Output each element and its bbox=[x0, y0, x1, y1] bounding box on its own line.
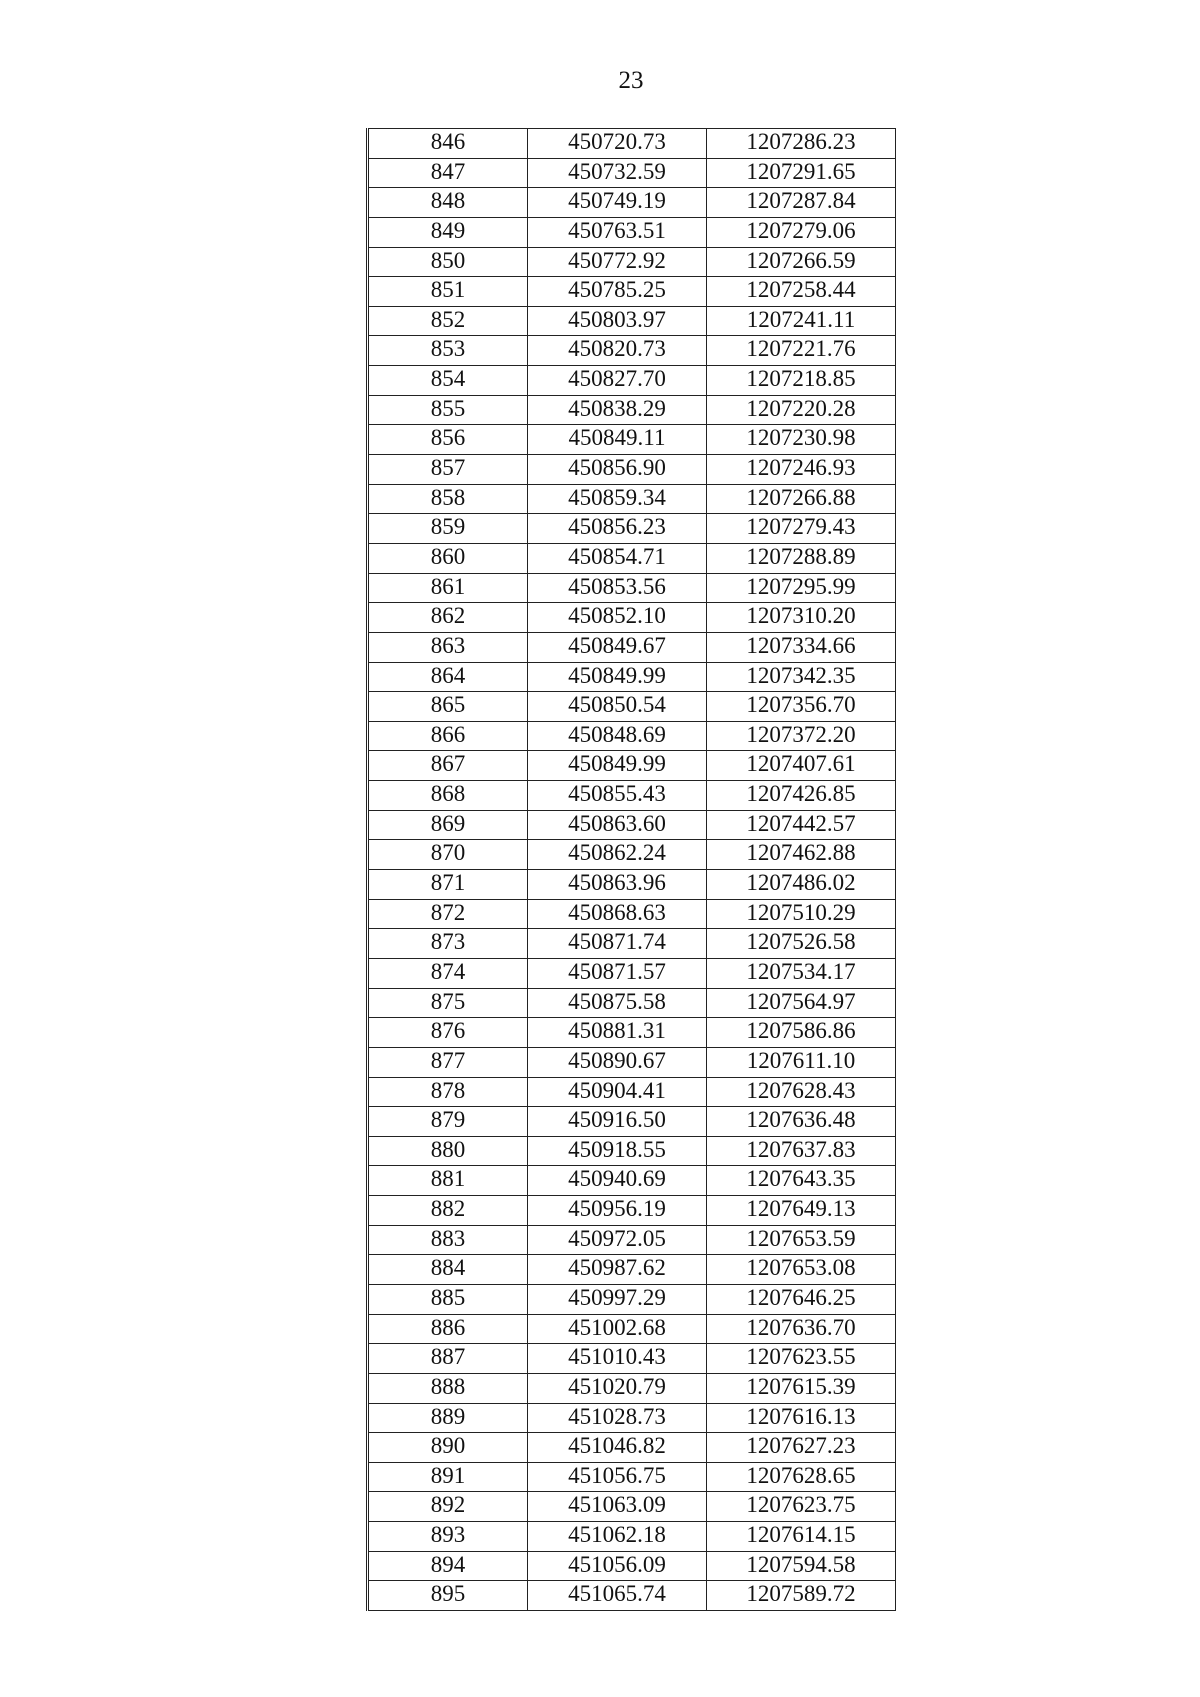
point-number-cell: 850 bbox=[368, 247, 528, 277]
point-number-cell: 892 bbox=[368, 1492, 528, 1522]
point-number-cell: 881 bbox=[368, 1166, 528, 1196]
x-coordinate-cell: 450863.96 bbox=[528, 870, 707, 900]
y-coordinate-cell: 1207291.65 bbox=[707, 158, 896, 188]
table-row bbox=[368, 1047, 896, 1077]
table-row bbox=[368, 988, 896, 1018]
x-coordinate-cell: 450763.51 bbox=[528, 217, 707, 247]
point-number-cell: 895 bbox=[368, 1581, 528, 1611]
y-coordinate-cell: 1207653.59 bbox=[707, 1225, 896, 1255]
x-coordinate-cell: 450871.57 bbox=[528, 958, 707, 988]
y-coordinate-cell: 1207564.97 bbox=[707, 988, 896, 1018]
x-coordinate-cell: 451056.09 bbox=[528, 1551, 707, 1581]
table-row bbox=[368, 247, 896, 277]
table-row bbox=[368, 1196, 896, 1226]
coordinates-table bbox=[366, 128, 896, 1611]
point-number-cell: 851 bbox=[368, 277, 528, 307]
x-coordinate-cell: 450820.73 bbox=[528, 336, 707, 366]
table-row bbox=[368, 395, 896, 425]
point-number-cell: 858 bbox=[368, 484, 528, 514]
x-coordinate-cell: 450720.73 bbox=[528, 129, 707, 159]
table-row bbox=[368, 870, 896, 900]
x-coordinate-cell: 450827.70 bbox=[528, 366, 707, 396]
x-coordinate-cell: 450881.31 bbox=[528, 1018, 707, 1048]
y-coordinate-cell: 1207220.28 bbox=[707, 395, 896, 425]
table-row bbox=[368, 662, 896, 692]
x-coordinate-cell: 450803.97 bbox=[528, 306, 707, 336]
table-row bbox=[368, 692, 896, 722]
x-coordinate-cell: 450854.71 bbox=[528, 543, 707, 573]
point-number-cell: 884 bbox=[368, 1255, 528, 1285]
y-coordinate-cell: 1207295.99 bbox=[707, 573, 896, 603]
point-number-cell: 865 bbox=[368, 692, 528, 722]
point-number-cell: 875 bbox=[368, 988, 528, 1018]
point-number-cell: 890 bbox=[368, 1433, 528, 1463]
table-row bbox=[368, 514, 896, 544]
table-row bbox=[368, 1018, 896, 1048]
point-number-cell: 867 bbox=[368, 751, 528, 781]
x-coordinate-cell: 450849.99 bbox=[528, 751, 707, 781]
table-row bbox=[368, 810, 896, 840]
point-number-cell: 879 bbox=[368, 1107, 528, 1137]
y-coordinate-cell: 1207616.13 bbox=[707, 1403, 896, 1433]
y-coordinate-cell: 1207221.76 bbox=[707, 336, 896, 366]
x-coordinate-cell: 450956.19 bbox=[528, 1196, 707, 1226]
y-coordinate-cell: 1207646.25 bbox=[707, 1284, 896, 1314]
point-number-cell: 882 bbox=[368, 1196, 528, 1226]
y-coordinate-cell: 1207636.48 bbox=[707, 1107, 896, 1137]
y-coordinate-cell: 1207486.02 bbox=[707, 870, 896, 900]
table-row bbox=[368, 573, 896, 603]
x-coordinate-cell: 450785.25 bbox=[528, 277, 707, 307]
point-number-cell: 859 bbox=[368, 514, 528, 544]
point-number-cell: 849 bbox=[368, 217, 528, 247]
point-number-cell: 856 bbox=[368, 425, 528, 455]
point-number-cell: 876 bbox=[368, 1018, 528, 1048]
table-row bbox=[368, 277, 896, 307]
table-row bbox=[368, 336, 896, 366]
table-row bbox=[368, 1403, 896, 1433]
table-row bbox=[368, 188, 896, 218]
x-coordinate-cell: 450849.67 bbox=[528, 632, 707, 662]
x-coordinate-cell: 451020.79 bbox=[528, 1373, 707, 1403]
table-row bbox=[368, 781, 896, 811]
y-coordinate-cell: 1207623.75 bbox=[707, 1492, 896, 1522]
y-coordinate-cell: 1207623.55 bbox=[707, 1344, 896, 1374]
table-row bbox=[368, 366, 896, 396]
x-coordinate-cell: 450749.19 bbox=[528, 188, 707, 218]
point-number-cell: 871 bbox=[368, 870, 528, 900]
x-coordinate-cell: 451046.82 bbox=[528, 1433, 707, 1463]
y-coordinate-cell: 1207246.93 bbox=[707, 455, 896, 485]
table-row bbox=[368, 1551, 896, 1581]
x-coordinate-cell: 450849.11 bbox=[528, 425, 707, 455]
x-coordinate-cell: 451062.18 bbox=[528, 1522, 707, 1552]
y-coordinate-cell: 1207287.84 bbox=[707, 188, 896, 218]
table-row bbox=[368, 899, 896, 929]
y-coordinate-cell: 1207510.29 bbox=[707, 899, 896, 929]
x-coordinate-cell: 450849.99 bbox=[528, 662, 707, 692]
table-row bbox=[368, 603, 896, 633]
y-coordinate-cell: 1207611.10 bbox=[707, 1047, 896, 1077]
y-coordinate-cell: 1207462.88 bbox=[707, 840, 896, 870]
x-coordinate-cell: 450997.29 bbox=[528, 1284, 707, 1314]
table-row bbox=[368, 1581, 896, 1611]
x-coordinate-cell: 451056.75 bbox=[528, 1462, 707, 1492]
x-coordinate-cell: 450850.54 bbox=[528, 692, 707, 722]
table-row bbox=[368, 1344, 896, 1374]
table-row bbox=[368, 158, 896, 188]
y-coordinate-cell: 1207407.61 bbox=[707, 751, 896, 781]
point-number-cell: 853 bbox=[368, 336, 528, 366]
point-number-cell: 869 bbox=[368, 810, 528, 840]
table-row bbox=[368, 129, 896, 159]
x-coordinate-cell: 450868.63 bbox=[528, 899, 707, 929]
point-number-cell: 887 bbox=[368, 1344, 528, 1374]
y-coordinate-cell: 1207526.58 bbox=[707, 929, 896, 959]
point-number-cell: 861 bbox=[368, 573, 528, 603]
y-coordinate-cell: 1207266.88 bbox=[707, 484, 896, 514]
table-row bbox=[368, 1492, 896, 1522]
point-number-cell: 873 bbox=[368, 929, 528, 959]
y-coordinate-cell: 1207628.43 bbox=[707, 1077, 896, 1107]
point-number-cell: 889 bbox=[368, 1403, 528, 1433]
x-coordinate-cell: 450856.23 bbox=[528, 514, 707, 544]
table-row bbox=[368, 1166, 896, 1196]
y-coordinate-cell: 1207426.85 bbox=[707, 781, 896, 811]
y-coordinate-cell: 1207218.85 bbox=[707, 366, 896, 396]
y-coordinate-cell: 1207230.98 bbox=[707, 425, 896, 455]
point-number-cell: 857 bbox=[368, 455, 528, 485]
x-coordinate-cell: 451010.43 bbox=[528, 1344, 707, 1374]
table-row bbox=[368, 455, 896, 485]
x-coordinate-cell: 450871.74 bbox=[528, 929, 707, 959]
point-number-cell: 872 bbox=[368, 899, 528, 929]
y-coordinate-cell: 1207279.43 bbox=[707, 514, 896, 544]
table-row bbox=[368, 1314, 896, 1344]
table-row bbox=[368, 958, 896, 988]
y-coordinate-cell: 1207342.35 bbox=[707, 662, 896, 692]
table-row bbox=[368, 1255, 896, 1285]
y-coordinate-cell: 1207286.23 bbox=[707, 129, 896, 159]
point-number-cell: 878 bbox=[368, 1077, 528, 1107]
x-coordinate-cell: 450852.10 bbox=[528, 603, 707, 633]
point-number-cell: 862 bbox=[368, 603, 528, 633]
y-coordinate-cell: 1207279.06 bbox=[707, 217, 896, 247]
x-coordinate-cell: 450987.62 bbox=[528, 1255, 707, 1285]
table-row bbox=[368, 1522, 896, 1552]
table-row bbox=[368, 1077, 896, 1107]
y-coordinate-cell: 1207334.66 bbox=[707, 632, 896, 662]
point-number-cell: 855 bbox=[368, 395, 528, 425]
table-row bbox=[368, 840, 896, 870]
x-coordinate-cell: 450848.69 bbox=[528, 721, 707, 751]
x-coordinate-cell: 450940.69 bbox=[528, 1166, 707, 1196]
table-row bbox=[368, 929, 896, 959]
y-coordinate-cell: 1207637.83 bbox=[707, 1136, 896, 1166]
x-coordinate-cell: 450918.55 bbox=[528, 1136, 707, 1166]
table-row bbox=[368, 543, 896, 573]
table-row bbox=[368, 1284, 896, 1314]
x-coordinate-cell: 450853.56 bbox=[528, 573, 707, 603]
x-coordinate-cell: 450859.34 bbox=[528, 484, 707, 514]
y-coordinate-cell: 1207241.11 bbox=[707, 306, 896, 336]
table-row bbox=[368, 1462, 896, 1492]
table-row bbox=[368, 632, 896, 662]
y-coordinate-cell: 1207288.89 bbox=[707, 543, 896, 573]
x-coordinate-cell: 450838.29 bbox=[528, 395, 707, 425]
y-coordinate-cell: 1207310.20 bbox=[707, 603, 896, 633]
x-coordinate-cell: 450875.58 bbox=[528, 988, 707, 1018]
y-coordinate-cell: 1207266.59 bbox=[707, 247, 896, 277]
point-number-cell: 854 bbox=[368, 366, 528, 396]
coordinates-table-body bbox=[368, 129, 896, 1611]
table-row bbox=[368, 721, 896, 751]
table-row bbox=[368, 1225, 896, 1255]
y-coordinate-cell: 1207372.20 bbox=[707, 721, 896, 751]
x-coordinate-cell: 450732.59 bbox=[528, 158, 707, 188]
x-coordinate-cell: 451063.09 bbox=[528, 1492, 707, 1522]
page-number: 23 bbox=[618, 67, 644, 94]
y-coordinate-cell: 1207653.08 bbox=[707, 1255, 896, 1285]
x-coordinate-cell: 450772.92 bbox=[528, 247, 707, 277]
x-coordinate-cell: 451002.68 bbox=[528, 1314, 707, 1344]
y-coordinate-cell: 1207258.44 bbox=[707, 277, 896, 307]
y-coordinate-cell: 1207594.58 bbox=[707, 1551, 896, 1581]
point-number-cell: 877 bbox=[368, 1047, 528, 1077]
point-number-cell: 846 bbox=[368, 129, 528, 159]
x-coordinate-cell: 450904.41 bbox=[528, 1077, 707, 1107]
point-number-cell: 883 bbox=[368, 1225, 528, 1255]
x-coordinate-cell: 451065.74 bbox=[528, 1581, 707, 1611]
point-number-cell: 860 bbox=[368, 543, 528, 573]
x-coordinate-cell: 450855.43 bbox=[528, 781, 707, 811]
point-number-cell: 891 bbox=[368, 1462, 528, 1492]
x-coordinate-cell: 450863.60 bbox=[528, 810, 707, 840]
table-row bbox=[368, 1373, 896, 1403]
point-number-cell: 847 bbox=[368, 158, 528, 188]
x-coordinate-cell: 450916.50 bbox=[528, 1107, 707, 1137]
x-coordinate-cell: 450972.05 bbox=[528, 1225, 707, 1255]
table-row bbox=[368, 425, 896, 455]
y-coordinate-cell: 1207628.65 bbox=[707, 1462, 896, 1492]
point-number-cell: 868 bbox=[368, 781, 528, 811]
y-coordinate-cell: 1207534.17 bbox=[707, 958, 896, 988]
table-row bbox=[368, 1136, 896, 1166]
y-coordinate-cell: 1207636.70 bbox=[707, 1314, 896, 1344]
x-coordinate-cell: 451028.73 bbox=[528, 1403, 707, 1433]
point-number-cell: 874 bbox=[368, 958, 528, 988]
x-coordinate-cell: 450856.90 bbox=[528, 455, 707, 485]
y-coordinate-cell: 1207356.70 bbox=[707, 692, 896, 722]
y-coordinate-cell: 1207615.39 bbox=[707, 1373, 896, 1403]
table-row bbox=[368, 484, 896, 514]
point-number-cell: 893 bbox=[368, 1522, 528, 1552]
point-number-cell: 880 bbox=[368, 1136, 528, 1166]
table-row bbox=[368, 751, 896, 781]
y-coordinate-cell: 1207649.13 bbox=[707, 1196, 896, 1226]
y-coordinate-cell: 1207442.57 bbox=[707, 810, 896, 840]
point-number-cell: 885 bbox=[368, 1284, 528, 1314]
y-coordinate-cell: 1207614.15 bbox=[707, 1522, 896, 1552]
point-number-cell: 866 bbox=[368, 721, 528, 751]
table-row bbox=[368, 217, 896, 247]
point-number-cell: 852 bbox=[368, 306, 528, 336]
y-coordinate-cell: 1207643.35 bbox=[707, 1166, 896, 1196]
table-row bbox=[368, 1107, 896, 1137]
point-number-cell: 888 bbox=[368, 1373, 528, 1403]
y-coordinate-cell: 1207627.23 bbox=[707, 1433, 896, 1463]
point-number-cell: 863 bbox=[368, 632, 528, 662]
table-row bbox=[368, 306, 896, 336]
point-number-cell: 848 bbox=[368, 188, 528, 218]
y-coordinate-cell: 1207589.72 bbox=[707, 1581, 896, 1611]
point-number-cell: 870 bbox=[368, 840, 528, 870]
point-number-cell: 894 bbox=[368, 1551, 528, 1581]
point-number-cell: 886 bbox=[368, 1314, 528, 1344]
table-row bbox=[368, 1433, 896, 1463]
y-coordinate-cell: 1207586.86 bbox=[707, 1018, 896, 1048]
point-number-cell: 864 bbox=[368, 662, 528, 692]
x-coordinate-cell: 450890.67 bbox=[528, 1047, 707, 1077]
x-coordinate-cell: 450862.24 bbox=[528, 840, 707, 870]
